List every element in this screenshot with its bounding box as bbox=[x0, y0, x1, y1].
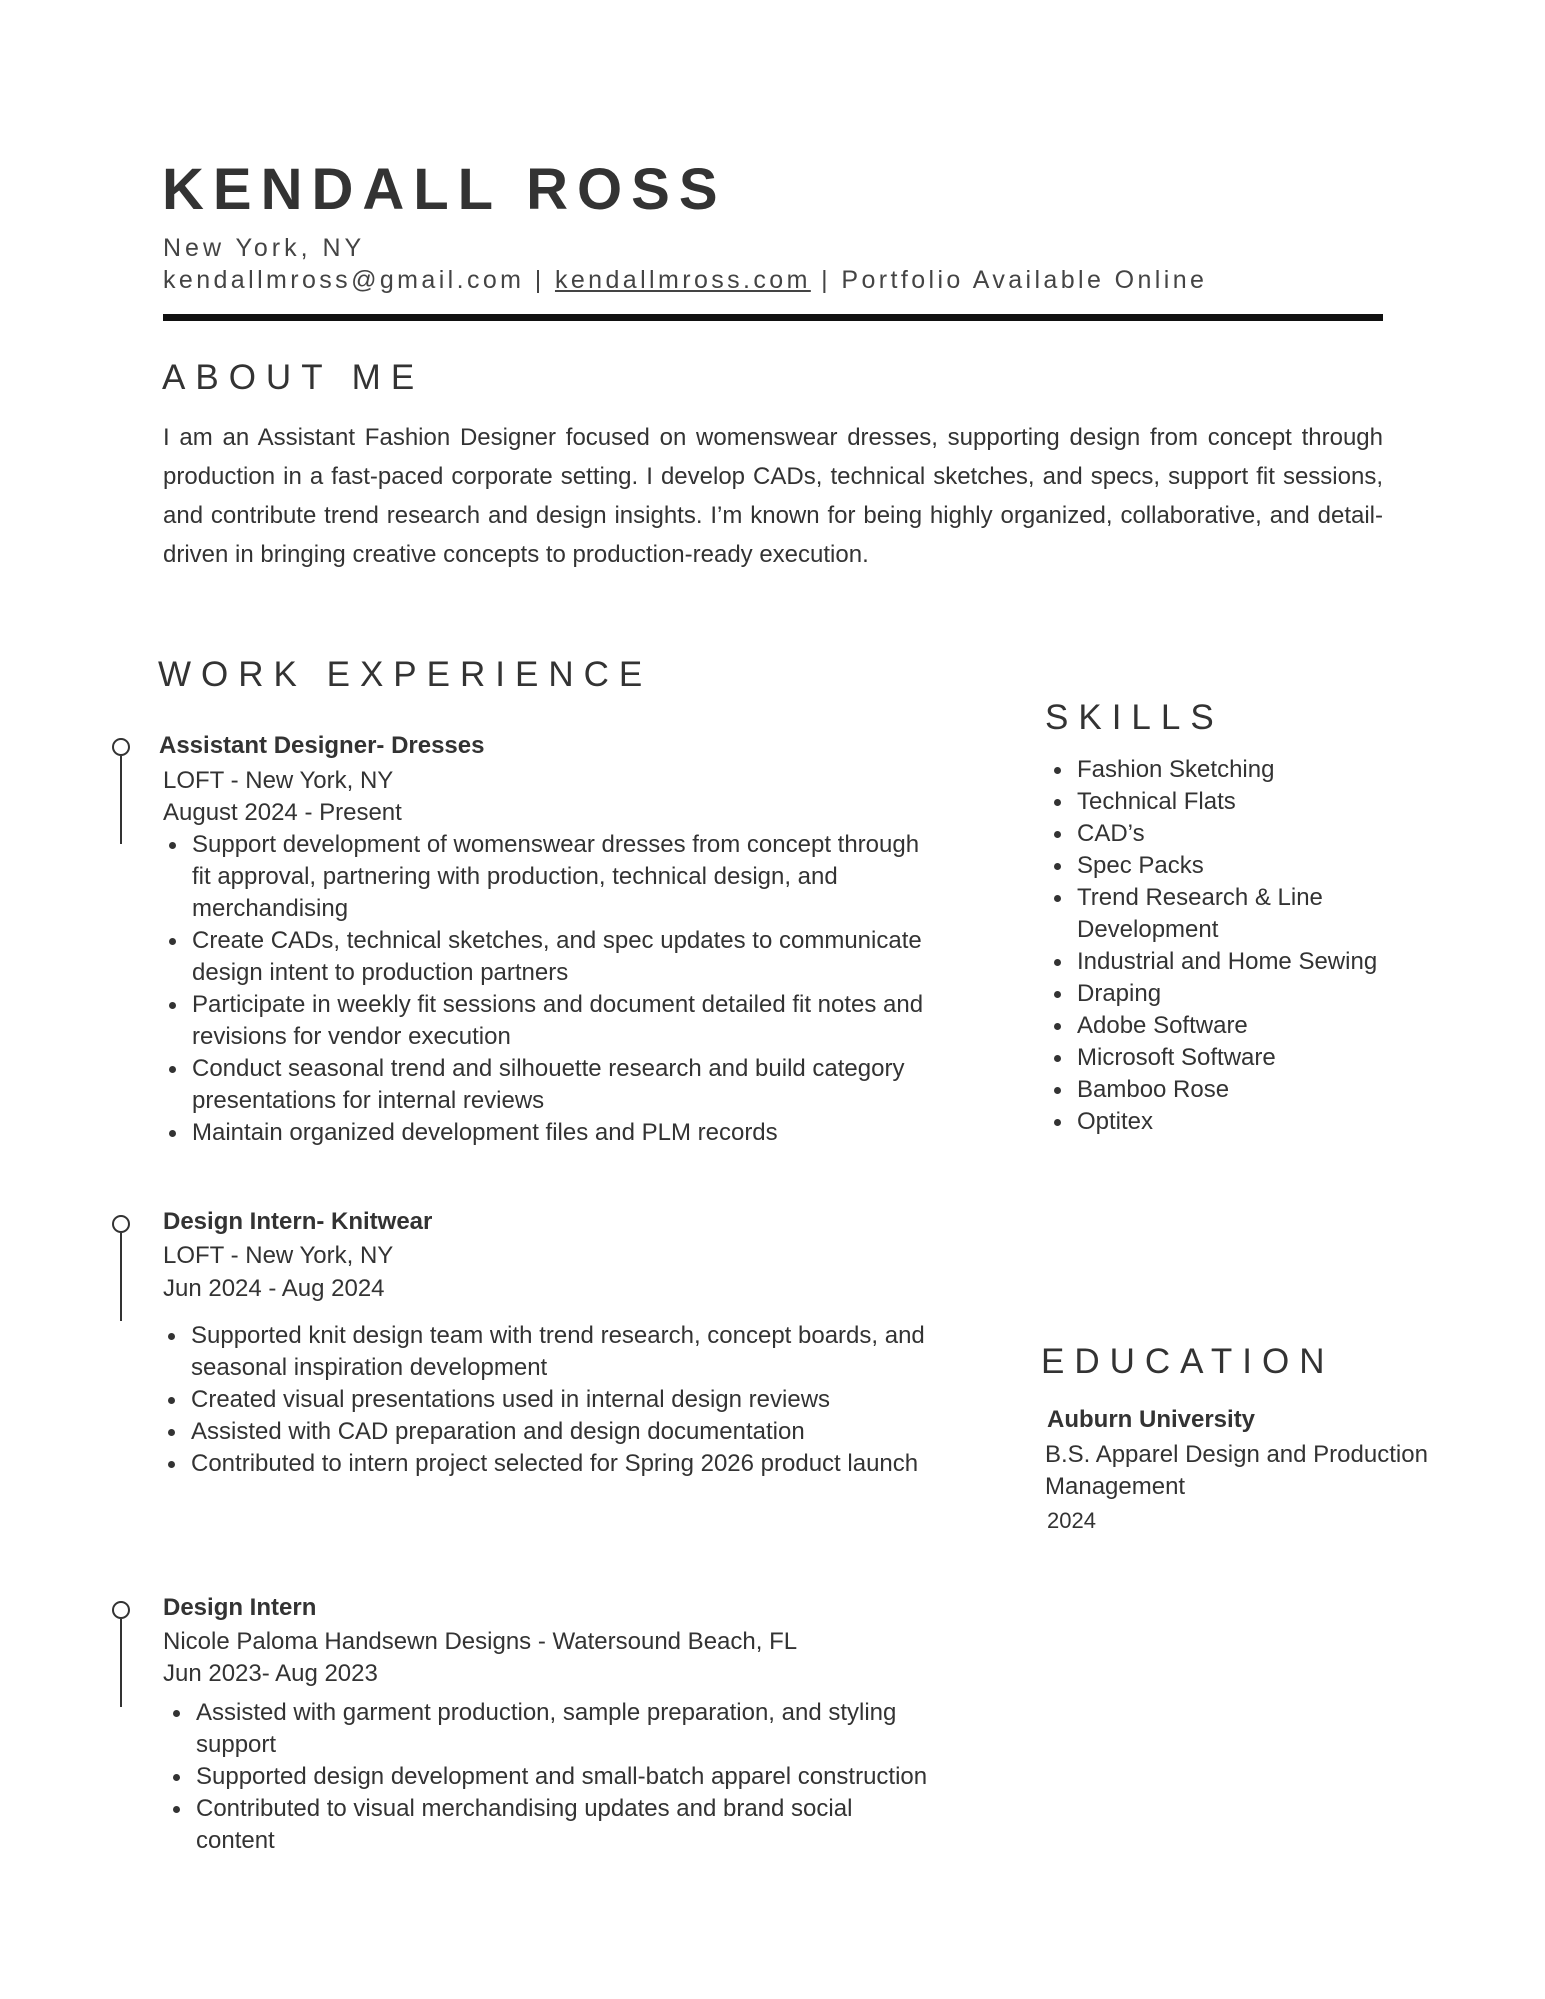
job-company: LOFT - New York, NY bbox=[163, 767, 394, 794]
graduation-year: 2024 bbox=[1047, 1508, 1096, 1533]
list-item: Bamboo Rose bbox=[1047, 1074, 1427, 1106]
work-experience-heading: WORK EXPERIENCE bbox=[158, 655, 653, 694]
email-text: kendallmross@gmail.com bbox=[163, 266, 525, 294]
job-company: Nicole Paloma Handsewn Designs - Watersound Beach, FL bbox=[163, 1628, 798, 1655]
degree: B.S. Apparel Design and Production Management bbox=[1045, 1441, 1428, 1500]
list-item: Support development of womenswear dresses from concept through fit approval, partnering with production, technical design, and merchandising bbox=[162, 829, 932, 925]
job-title: Design Intern- Knitwear bbox=[163, 1208, 433, 1235]
timeline-node bbox=[112, 738, 130, 756]
about-paragraph: I am an Assistant Fashion Designer focused on womenswear dresses, supporting design from concept through production in a fast-paced corporate setting. I develop CADs, technical sketches, and specs, support fit sessions, and contribute trend research and design insights. I’m known for being highly organized, collaborative, and detail-driven in bringing creative concepts to production-ready execution. bbox=[163, 424, 1383, 568]
list-item: Contributed to intern project selected for Spring 2026 product launch bbox=[161, 1448, 941, 1480]
timeline-node bbox=[112, 1215, 130, 1233]
list-item: Microsoft Software bbox=[1047, 1042, 1427, 1074]
timeline-line bbox=[120, 756, 122, 844]
list-item: Supported knit design team with trend research, concept boards, and seasonal inspiration development bbox=[161, 1320, 941, 1384]
timeline-line bbox=[120, 1619, 122, 1707]
skills-list bbox=[1047, 754, 1427, 1138]
list-item: Spec Packs bbox=[1047, 850, 1427, 882]
job-title: Assistant Designer- Dresses bbox=[159, 732, 485, 759]
list-item: Maintain organized development files and PLM records bbox=[162, 1117, 932, 1149]
timeline-line bbox=[120, 1233, 122, 1321]
job-bullets bbox=[166, 1697, 936, 1857]
list-item: Technical Flats bbox=[1047, 786, 1427, 818]
job-title: Design Intern bbox=[163, 1594, 317, 1621]
separator: | bbox=[810, 266, 842, 294]
timeline-node bbox=[112, 1601, 130, 1619]
school-name: Auburn University bbox=[1047, 1406, 1256, 1433]
list-item: CAD’s bbox=[1047, 818, 1427, 850]
location: New York, NY bbox=[163, 234, 366, 262]
job-bullets bbox=[161, 1320, 941, 1480]
education-heading: EDUCATION bbox=[1041, 1342, 1335, 1381]
list-item: Contributed to visual merchandising updates and brand social content bbox=[166, 1793, 936, 1857]
list-item: Assisted with garment production, sample preparation, and styling support bbox=[166, 1697, 936, 1761]
list-item: Industrial and Home Sewing bbox=[1047, 946, 1427, 978]
list-item: Fashion Sketching bbox=[1047, 754, 1427, 786]
job-dates: August 2024 - Present bbox=[163, 799, 402, 826]
skills-heading: SKILLS bbox=[1045, 698, 1224, 737]
candidate-name: KENDALL ROSS bbox=[162, 157, 727, 222]
list-item: Created visual presentations used in internal design reviews bbox=[161, 1384, 941, 1416]
website-link[interactable]: kendallmross.com bbox=[554, 266, 811, 294]
portfolio-note: Portfolio Available Online bbox=[841, 266, 1208, 294]
job-bullets bbox=[162, 829, 932, 1149]
list-item: Create CADs, technical sketches, and spec updates to communicate design intent to production partners bbox=[162, 925, 932, 989]
job-dates: Jun 2024 - Aug 2024 bbox=[163, 1275, 385, 1302]
list-item: Trend Research & Line Development bbox=[1047, 882, 1357, 946]
list-item: Draping bbox=[1047, 978, 1427, 1010]
list-item: Conduct seasonal trend and silhouette research and build category presentations for internal reviews bbox=[162, 1053, 932, 1117]
separator: | bbox=[524, 266, 555, 294]
list-item: Adobe Software bbox=[1047, 1010, 1427, 1042]
header-divider bbox=[163, 314, 1383, 321]
about-heading: ABOUT ME bbox=[162, 358, 425, 397]
list-item: Assisted with CAD preparation and design documentation bbox=[161, 1416, 941, 1448]
job-company: LOFT - New York, NY bbox=[163, 1242, 394, 1269]
job-dates: Jun 2023- Aug 2023 bbox=[163, 1660, 378, 1687]
list-item: Optitex bbox=[1047, 1106, 1427, 1138]
list-item: Supported design development and small-batch apparel construction bbox=[166, 1761, 936, 1793]
list-item: Participate in weekly fit sessions and document detailed fit notes and revisions for vendor execution bbox=[162, 989, 932, 1053]
contact-line bbox=[163, 266, 1207, 295]
